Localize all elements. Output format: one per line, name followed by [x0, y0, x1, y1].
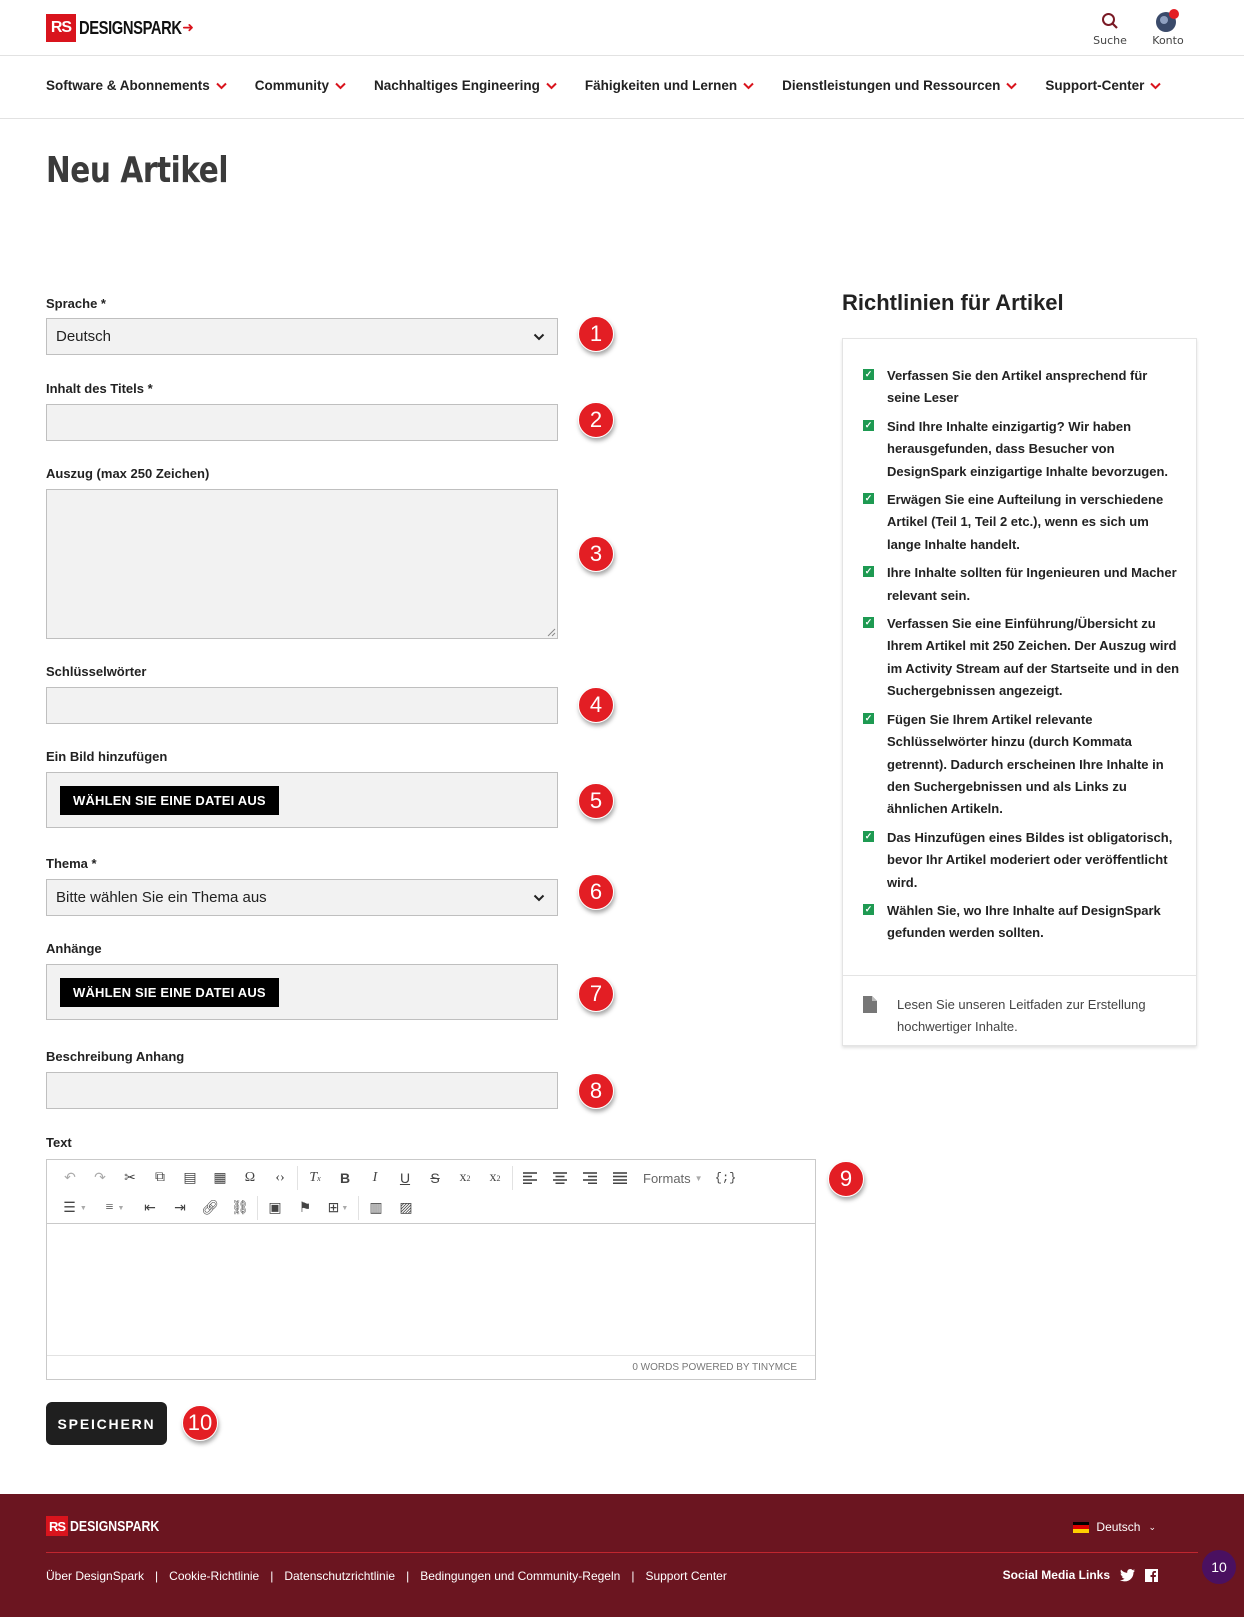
italic-icon[interactable]: I — [372, 1170, 378, 1185]
choose-image-button[interactable]: WÄHLEN SIE EINE DATEI AUS — [60, 786, 279, 815]
bullet-list-icon[interactable]: ☰ ▼ — [63, 1200, 87, 1216]
step-badge: 5 — [578, 783, 614, 819]
guideline-item — [863, 416, 1181, 483]
step-badge: 4 — [578, 687, 614, 723]
logo-text: DESIGNSPARK — [79, 17, 182, 38]
attachments-label: Anhänge — [46, 941, 102, 956]
title-input[interactable] — [46, 404, 558, 441]
attachment-desc-input[interactable] — [46, 1072, 558, 1109]
step-badge: 8 — [578, 1073, 614, 1109]
nav-item-services-resources[interactable] — [782, 78, 1017, 93]
chevron-down-icon — [216, 82, 227, 90]
guidelines-title: Richtlinien für Artikel — [842, 290, 1064, 315]
nav-label: Nachhaltiges Engineering — [374, 78, 540, 93]
step-badge: 10 — [182, 1405, 218, 1441]
nav-divider — [0, 118, 1244, 119]
chevron-down-icon — [743, 82, 754, 90]
guideline-item — [863, 709, 1181, 821]
footer-divider — [46, 1552, 1198, 1553]
nav-label: Community — [254, 78, 330, 93]
language-select[interactable] — [46, 318, 558, 355]
guideline-text: Das Hinzufügen eines Bildes ist obligatorisch, bevor Ihr Artikel moderiert oder veröffentlicht wird. — [887, 829, 1173, 890]
chevron-down-icon — [335, 82, 346, 90]
page-title: Neu Artikel — [46, 150, 229, 191]
cut-icon[interactable]: ✂ — [124, 1170, 136, 1186]
paste-icon[interactable]: ▤ — [183, 1170, 197, 1186]
superscript-icon[interactable]: x 2 — [489, 1170, 501, 1185]
redo-icon[interactable]: ↷ — [94, 1170, 106, 1186]
formats-dropdown[interactable] — [635, 1171, 711, 1186]
guidelines-divider — [843, 975, 1196, 976]
guidelines-card — [842, 338, 1197, 1046]
editor-status-bar: 0 WORDS POWERED BY TINYMCE — [47, 1355, 815, 1379]
nav-label: Support-Center — [1045, 78, 1145, 93]
top-header — [0, 0, 1244, 56]
nav-item-sustainable-engineering[interactable] — [374, 78, 557, 93]
language-switcher[interactable] — [1073, 1520, 1156, 1534]
step-badge: 2 — [578, 402, 614, 438]
clear-format-icon[interactable]: T x — [309, 1170, 321, 1185]
media-icon[interactable]: ▣ — [268, 1200, 282, 1216]
language-label: Sprache * — [46, 296, 106, 311]
step-badge: 9 — [828, 1161, 864, 1197]
toolbar-separator — [297, 1166, 298, 1190]
image-upload-field — [46, 772, 558, 828]
main-nav — [46, 78, 1189, 93]
image-label: Ein Bild hinzufügen — [46, 749, 168, 764]
nav-label: Fähigkeiten und Lernen — [584, 78, 738, 93]
link-separator: | — [270, 1569, 274, 1583]
align-left-icon[interactable] — [515, 1166, 545, 1190]
footer-link-terms[interactable]: Bedingungen und Community-Regeln — [420, 1569, 621, 1583]
toolbar-separator — [358, 1196, 359, 1220]
guideline-item — [863, 489, 1181, 556]
footer-link-support[interactable]: Support Center — [645, 1569, 727, 1583]
step-badge: 1 — [578, 316, 614, 352]
topic-select[interactable] — [46, 879, 558, 916]
guidelines-list — [863, 365, 1181, 951]
checkbox-checked-icon: ✓ — [864, 617, 873, 628]
checkbox-checked-icon: ✓ — [864, 493, 873, 504]
checkbox-checked-icon: ✓ — [864, 419, 873, 430]
guideline-text: Verfassen Sie eine Einführung/Übersicht zu Ihrem Artikel mit 250 Zeichen. Der Auszug wird im Activity Stream auf der Startseite und in den Suchergebnissen angezeigt. — [887, 616, 1180, 699]
designspark-logo[interactable] — [46, 14, 194, 42]
anchor-icon[interactable]: ⚑ — [298, 1200, 312, 1216]
guideline-text: Wählen Sie, wo Ihre Inhalte auf DesignSpark gefunden werden sollten. — [887, 902, 1161, 941]
link-separator: | — [631, 1569, 635, 1583]
topic-value: Bitte wählen Sie ein Thema aus — [56, 889, 267, 906]
guideline-text: Fügen Sie Ihrem Artikel relevante Schlüsselwörter hinzu (durch Kommata getrennt). Dadurch erscheinen Ihre Inhalte in den Suchergebnissen und als Links zu ähnlichen Artikeln. — [887, 711, 1164, 817]
checkbox-checked-icon: ✓ — [864, 712, 873, 723]
guideline-text: Verfassen Sie den Artikel ansprechend für seine Leser — [887, 368, 1148, 406]
editor-toolbar-row-1 — [55, 1166, 741, 1190]
outdent-icon[interactable]: ⇤ — [144, 1200, 156, 1216]
indent-icon[interactable]: ⇥ — [174, 1200, 186, 1216]
guide-link[interactable] — [863, 994, 1181, 1038]
link-separator: | — [155, 1569, 159, 1583]
guideline-item — [863, 365, 1181, 410]
image-icon[interactable]: ▨ — [399, 1200, 413, 1216]
special-char-icon[interactable]: Ω — [244, 1170, 256, 1185]
nav-label: Software & Abonnements — [46, 78, 210, 93]
social-label: Social Media Links — [1002, 1568, 1110, 1582]
align-justify-icon[interactable] — [605, 1166, 635, 1190]
excerpt-label: Auszug (max 250 Zeichen) — [46, 466, 210, 481]
paste-text-icon[interactable]: ▦ — [213, 1170, 227, 1186]
chevron-down-icon: ⌄ — [1148, 1521, 1156, 1532]
footer-logo[interactable] — [46, 1516, 179, 1536]
search-label: Suche — [1093, 34, 1127, 47]
account-button[interactable] — [1146, 8, 1190, 47]
editor-body[interactable] — [47, 1224, 815, 1356]
checkbox-checked-icon: ✓ — [864, 903, 873, 914]
search-button[interactable] — [1088, 8, 1132, 47]
attachment-desc-label: Beschreibung Anhang — [46, 1049, 185, 1064]
chevron-down-icon — [546, 82, 557, 90]
language-value: Deutsch — [56, 328, 112, 345]
save-button[interactable]: SPEICHERN — [46, 1402, 167, 1445]
guide-link-text: Lesen Sie unseren Leitfaden zur Erstellung hochwertiger Inhalte. — [897, 997, 1146, 1034]
facebook-icon[interactable] — [1145, 1569, 1158, 1582]
attachments-upload-field — [46, 964, 558, 1020]
bolt-icon: ➜ — [182, 20, 194, 36]
topic-label: Thema * — [46, 856, 97, 871]
avatar-icon — [1146, 8, 1190, 34]
underline-icon[interactable]: U — [399, 1170, 411, 1186]
document-icon — [863, 996, 877, 1020]
unlink-icon[interactable]: ⛓︎ — [231, 1200, 249, 1216]
account-label: Konto — [1152, 34, 1184, 47]
social-links — [1003, 1568, 1158, 1582]
nav-item-skills-learning[interactable] — [585, 78, 754, 93]
align-center-icon[interactable] — [545, 1166, 575, 1190]
excerpt-textarea[interactable] — [46, 489, 558, 639]
nav-label: Dienstleistungen und Ressourcen — [782, 78, 1001, 93]
toolbar-separator — [512, 1166, 513, 1190]
twitter-icon[interactable] — [1120, 1569, 1135, 1582]
checkbox-checked-icon: ✓ — [864, 566, 873, 577]
subscript-icon[interactable]: x 2 — [459, 1170, 471, 1185]
code-icon[interactable]: ‹› — [275, 1170, 285, 1185]
title-label: Inhalt des Titels * — [46, 381, 153, 396]
checkbox-checked-icon: ✓ — [864, 369, 873, 379]
guideline-text: Sind Ihre Inhalte einzigartig? Wir haben herausgefunden, dass Besucher von DesignSpark einzigartige Inhalte bevorzugen. — [887, 418, 1169, 479]
nav-item-community[interactable] — [255, 78, 346, 93]
guideline-text: Erwägen Sie eine Aufteilung in verschiedene Artikel (Teil 1, Teil 2 etc.), wenn es sich um lange Inhalte handelt. — [887, 492, 1164, 552]
step-badge: 3 — [578, 536, 614, 572]
keywords-label: Schlüsselwörter — [46, 664, 147, 679]
chevron-down-icon — [533, 891, 545, 908]
copy-icon[interactable]: ⧉ — [155, 1170, 165, 1185]
logo-mark: RS — [46, 1516, 68, 1536]
footer-link-privacy[interactable]: Datenschutzrichtlinie — [284, 1569, 396, 1583]
toolbar-separator — [257, 1196, 258, 1220]
editor-toolbar-row-2 — [55, 1196, 421, 1220]
chevron-down-icon — [1150, 82, 1161, 90]
footer-links — [46, 1569, 727, 1583]
footer — [0, 1494, 1244, 1617]
checkbox-checked-icon: ✓ — [864, 830, 873, 841]
caret-down-icon: ▼ — [694, 1173, 703, 1183]
template-vars-icon[interactable]: {;} — [714, 1171, 737, 1185]
language-label: Deutsch — [1096, 1520, 1141, 1534]
formats-label: Formats — [643, 1170, 691, 1186]
numbered-list-icon[interactable]: ≡ ▼ — [105, 1200, 125, 1215]
choose-attachment-button[interactable]: WÄHLEN SIE EINE DATEI AUS — [60, 978, 279, 1007]
nav-item-support-center[interactable] — [1045, 78, 1161, 93]
rich-text-editor — [46, 1159, 816, 1380]
undo-icon[interactable]: ↶ — [64, 1170, 76, 1186]
guideline-item — [863, 613, 1181, 703]
guideline-item — [863, 562, 1181, 607]
guideline-item — [863, 900, 1181, 945]
chevron-down-icon — [1006, 82, 1017, 90]
guideline-item — [863, 827, 1181, 894]
step-badge: 6 — [578, 874, 614, 910]
search-icon — [1088, 8, 1132, 34]
footer-link-about[interactable]: Über DesignSpark — [46, 1569, 145, 1583]
link-separator: | — [406, 1569, 410, 1583]
logo-text: DESIGNSPARK — [70, 1517, 160, 1535]
strikethrough-icon[interactable]: S — [430, 1170, 440, 1186]
guideline-text: Ihre Inhalte sollten für Ingenieuren und Macher relevant sein. — [887, 565, 1177, 603]
bold-icon[interactable]: B — [339, 1170, 351, 1186]
footer-link-cookies[interactable]: Cookie-Richtlinie — [169, 1569, 260, 1583]
keywords-input[interactable] — [46, 687, 558, 724]
notification-badge[interactable]: 10 — [1202, 1550, 1236, 1584]
align-right-icon[interactable] — [575, 1166, 605, 1190]
chevron-down-icon — [533, 330, 545, 347]
table-icon[interactable]: ⊞ ▼ — [327, 1200, 349, 1216]
german-flag-icon — [1073, 1522, 1089, 1533]
page-break-icon[interactable]: ▥ — [369, 1200, 383, 1216]
resize-grip-icon[interactable] — [546, 627, 556, 637]
text-label: Text — [46, 1135, 72, 1150]
step-badge: 7 — [578, 976, 614, 1012]
nav-item-software[interactable] — [46, 78, 227, 93]
logo-mark: RS — [46, 14, 76, 42]
link-icon[interactable]: 🔗︎ — [201, 1200, 219, 1216]
